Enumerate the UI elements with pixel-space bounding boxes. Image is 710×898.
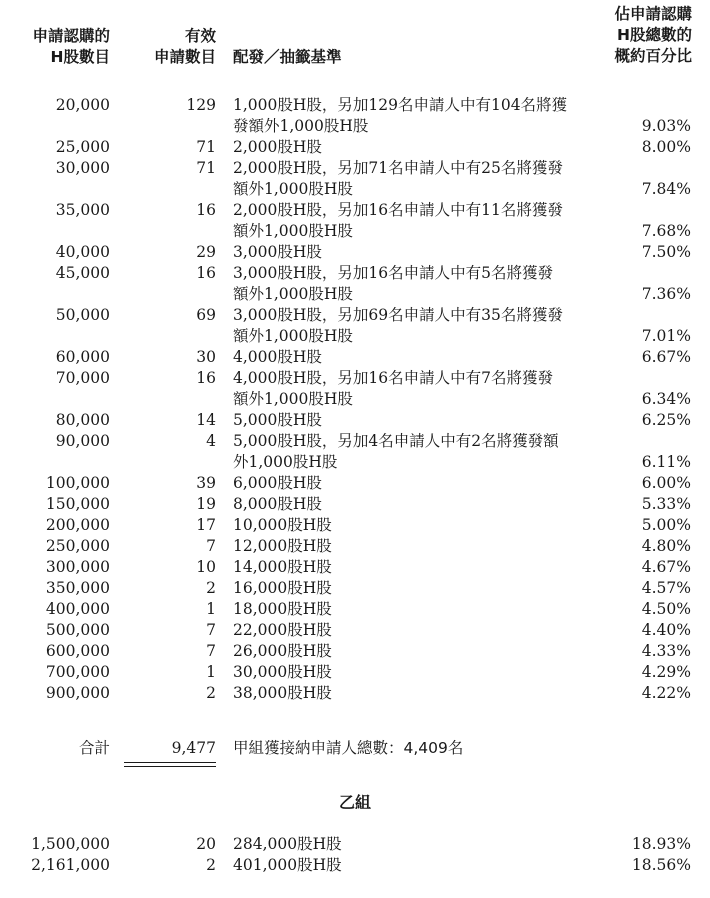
valid-applications-cell: 19 [196, 495, 216, 513]
allocation-basis-cell [233, 662, 593, 683]
table-row [0, 158, 710, 200]
applied-shares-cell: 45,000 [55, 264, 110, 282]
header-line: 申請數目 [153, 48, 216, 66]
allocation-basis-line: 4,000股H股，另加16名申請人中有7名將獲發 [233, 369, 553, 387]
allocation-basis-line: 284,000股H股 [233, 835, 342, 853]
valid-applications-cell: 69 [196, 306, 216, 324]
table-row [0, 855, 710, 876]
allocation-basis-cell [233, 683, 593, 704]
allocation-basis-line: 額外1,000股H股 [233, 180, 353, 198]
allocation-basis-cell [233, 494, 593, 515]
header-line: H股數目 [50, 48, 110, 66]
allocation-basis-line: 3,000股H股，另加69名申請人中有35名將獲發 [233, 306, 563, 324]
percentage-cell: 4.67% [641, 558, 691, 576]
applied-shares-cell: 60,000 [55, 348, 110, 366]
allocation-basis-cell [233, 347, 593, 368]
table-row [0, 557, 710, 578]
applied-shares-cell: 1,500,000 [31, 835, 110, 853]
allocation-basis-cell [233, 305, 593, 347]
allocation-basis-cell [233, 137, 593, 158]
allocation-basis-line: 3,000股H股 [233, 243, 322, 261]
table-row [0, 137, 710, 158]
valid-applications-cell: 39 [196, 474, 216, 492]
allocation-basis-line: 401,000股H股 [233, 856, 342, 874]
allocation-basis-cell [233, 620, 593, 641]
table-row [0, 305, 710, 347]
valid-applications-cell: 129 [186, 96, 216, 114]
allocation-basis-line: 外1,000股H股 [233, 453, 338, 471]
valid-applications-cell: 7 [206, 537, 216, 555]
valid-applications-cell: 4 [206, 432, 216, 450]
header-line: H股總數的 [617, 26, 692, 44]
applied-shares-cell: 20,000 [55, 96, 110, 114]
allocation-basis-cell [233, 578, 593, 599]
percentage-cell: 6.00% [641, 474, 691, 492]
header-line: 概約百分比 [614, 47, 692, 65]
valid-applications-cell: 1 [206, 663, 216, 681]
allocation-basis-line: 18,000股H股 [233, 600, 332, 618]
percentage-cell: 7.50% [641, 243, 691, 261]
allocation-basis-line: 額外1,000股H股 [233, 285, 353, 303]
valid-applications-cell: 71 [196, 159, 216, 177]
allocation-basis-cell [233, 431, 593, 473]
table-row [0, 683, 710, 704]
allocation-basis-cell [233, 242, 593, 263]
applied-shares-cell: 200,000 [45, 516, 110, 534]
table-row [0, 515, 710, 536]
applied-shares-cell: 100,000 [45, 474, 110, 492]
allocation-basis-cell [233, 855, 593, 876]
valid-applications-cell: 16 [196, 264, 216, 282]
allocation-basis-cell [233, 410, 593, 431]
percentage-cell: 6.67% [641, 348, 691, 366]
percentage-cell: 5.33% [641, 495, 691, 513]
percentage-cell: 7.68% [641, 222, 691, 240]
table-row [0, 368, 710, 410]
percentage-cell: 9.03% [641, 117, 691, 135]
percentage-cell: 4.40% [641, 621, 691, 639]
allocation-basis-cell [233, 834, 593, 855]
allocation-basis-line: 5,000股H股，另加4名申請人中有2名將獲發額 [233, 432, 559, 450]
total-successful-applicants: 甲組獲接納申請人總數：4,409名 [233, 739, 464, 757]
header-line: 配發／抽籤基準 [233, 48, 342, 66]
allocation-basis-cell [233, 557, 593, 578]
applied-shares-cell: 700,000 [45, 663, 110, 681]
percentage-cell: 5.00% [641, 516, 691, 534]
valid-applications-cell: 2 [206, 684, 216, 702]
allocation-basis-cell [233, 263, 593, 305]
valid-applications-cell: 10 [196, 558, 216, 576]
applied-shares-cell: 150,000 [45, 495, 110, 513]
applied-shares-cell: 900,000 [45, 684, 110, 702]
table-row [0, 834, 710, 855]
table-row [0, 578, 710, 599]
valid-applications-cell: 7 [206, 642, 216, 660]
percentage-cell: 6.34% [641, 390, 691, 408]
header-applied-shares [24, 26, 110, 68]
valid-applications-cell: 20 [196, 835, 216, 853]
total-double-underline [124, 762, 216, 767]
allocation-basis-line: 額外1,000股H股 [233, 390, 353, 408]
valid-applications-cell: 30 [196, 348, 216, 366]
allocation-basis-line: 5,000股H股 [233, 411, 322, 429]
allocation-basis-line: 1,000股H股，另加129名申請人中有104名將獲 [233, 96, 568, 114]
allocation-basis-cell [233, 368, 593, 410]
applied-shares-cell: 350,000 [45, 579, 110, 597]
allocation-basis-cell [233, 599, 593, 620]
valid-applications-cell: 2 [206, 579, 216, 597]
allocation-basis-line: 4,000股H股 [233, 348, 322, 366]
applied-shares-cell: 90,000 [55, 432, 110, 450]
header-valid-applications [140, 26, 216, 68]
valid-applications-cell: 29 [196, 243, 216, 261]
table-row [0, 200, 710, 242]
valid-applications-cell: 14 [196, 411, 216, 429]
allocation-basis-line: 30,000股H股 [233, 663, 332, 681]
allocation-basis-line: 10,000股H股 [233, 516, 332, 534]
allocation-basis-cell [233, 158, 593, 200]
applied-shares-cell: 300,000 [45, 558, 110, 576]
allocation-basis-line: 14,000股H股 [233, 558, 332, 576]
group-a-total-row [0, 738, 710, 768]
percentage-cell: 6.25% [641, 411, 691, 429]
allocation-basis-line: 2,000股H股，另加16名申請人中有11名將獲發 [233, 201, 563, 219]
percentage-cell: 8.00% [641, 138, 691, 156]
allocation-basis-cell [233, 515, 593, 536]
header-approx-percentage [580, 4, 692, 67]
valid-applications-cell: 2 [206, 856, 216, 874]
allocation-basis-line: 12,000股H股 [233, 537, 332, 555]
applied-shares-cell: 50,000 [55, 306, 110, 324]
table-row [0, 662, 710, 683]
percentage-cell: 6.11% [641, 453, 691, 471]
percentage-cell: 18.56% [631, 856, 691, 874]
allocation-basis-line: 2,000股H股 [233, 138, 322, 156]
valid-applications-cell: 16 [196, 369, 216, 387]
applied-shares-cell: 30,000 [55, 159, 110, 177]
applied-shares-cell: 400,000 [45, 600, 110, 618]
table-row [0, 263, 710, 305]
header-line: 有效 [184, 27, 216, 45]
percentage-cell: 7.36% [641, 285, 691, 303]
valid-applications-cell: 1 [206, 600, 216, 618]
applied-shares-cell: 35,000 [55, 201, 110, 219]
applied-shares-cell: 500,000 [45, 621, 110, 639]
allocation-basis-line: 額外1,000股H股 [233, 222, 353, 240]
table-row [0, 536, 710, 557]
table-row [0, 431, 710, 473]
allocation-basis-cell [233, 200, 593, 242]
allocation-basis-cell [233, 641, 593, 662]
table-row [0, 347, 710, 368]
percentage-cell: 4.80% [641, 537, 691, 555]
header-line: 申請認購的 [32, 27, 110, 45]
valid-applications-cell: 71 [196, 138, 216, 156]
table-row [0, 599, 710, 620]
allocation-basis-line: 22,000股H股 [233, 621, 332, 639]
percentage-cell: 18.93% [631, 835, 691, 853]
percentage-cell: 4.29% [641, 663, 691, 681]
applied-shares-cell: 2,161,000 [31, 856, 110, 874]
group-b-title: 乙組 [338, 793, 371, 812]
applied-shares-cell: 40,000 [55, 243, 110, 261]
applied-shares-cell: 250,000 [45, 537, 110, 555]
allocation-basis-line: 26,000股H股 [233, 642, 332, 660]
allocation-basis-line: 發額外1,000股H股 [233, 117, 369, 135]
table-row [0, 95, 710, 137]
table-row [0, 242, 710, 263]
percentage-cell: 7.84% [641, 180, 691, 198]
valid-applications-cell: 7 [206, 621, 216, 639]
percentage-cell: 7.01% [641, 327, 691, 345]
valid-applications-cell: 16 [196, 201, 216, 219]
header-line: 佔申請認購 [614, 5, 692, 23]
table-row [0, 494, 710, 515]
total-valid-applications: 9,477 [171, 739, 216, 757]
table-row [0, 473, 710, 494]
percentage-cell: 4.57% [641, 579, 691, 597]
percentage-cell: 4.50% [641, 600, 691, 618]
table-row [0, 410, 710, 431]
allocation-basis-line: 額外1,000股H股 [233, 327, 353, 345]
allocation-basis-cell [233, 473, 593, 494]
applied-shares-cell: 70,000 [55, 369, 110, 387]
allocation-basis-cell [233, 536, 593, 557]
valid-applications-cell: 17 [196, 516, 216, 534]
percentage-cell: 4.22% [641, 684, 691, 702]
total-label: 合計 [78, 739, 110, 757]
applied-shares-cell: 80,000 [55, 411, 110, 429]
allocation-basis-line: 3,000股H股，另加16名申請人中有5名將獲發 [233, 264, 553, 282]
allocation-basis-line: 38,000股H股 [233, 684, 332, 702]
allocation-basis-line: 16,000股H股 [233, 579, 332, 597]
applied-shares-cell: 25,000 [55, 138, 110, 156]
table-row [0, 620, 710, 641]
allocation-basis-line: 2,000股H股，另加71名申請人中有25名將獲發 [233, 159, 563, 177]
percentage-cell: 4.33% [641, 642, 691, 660]
allocation-basis-line: 6,000股H股 [233, 474, 322, 492]
table-row [0, 641, 710, 662]
allocation-basis-cell [233, 95, 593, 137]
allocation-basis-line: 8,000股H股 [233, 495, 322, 513]
applied-shares-cell: 600,000 [45, 642, 110, 660]
header-allocation-basis [233, 47, 342, 68]
